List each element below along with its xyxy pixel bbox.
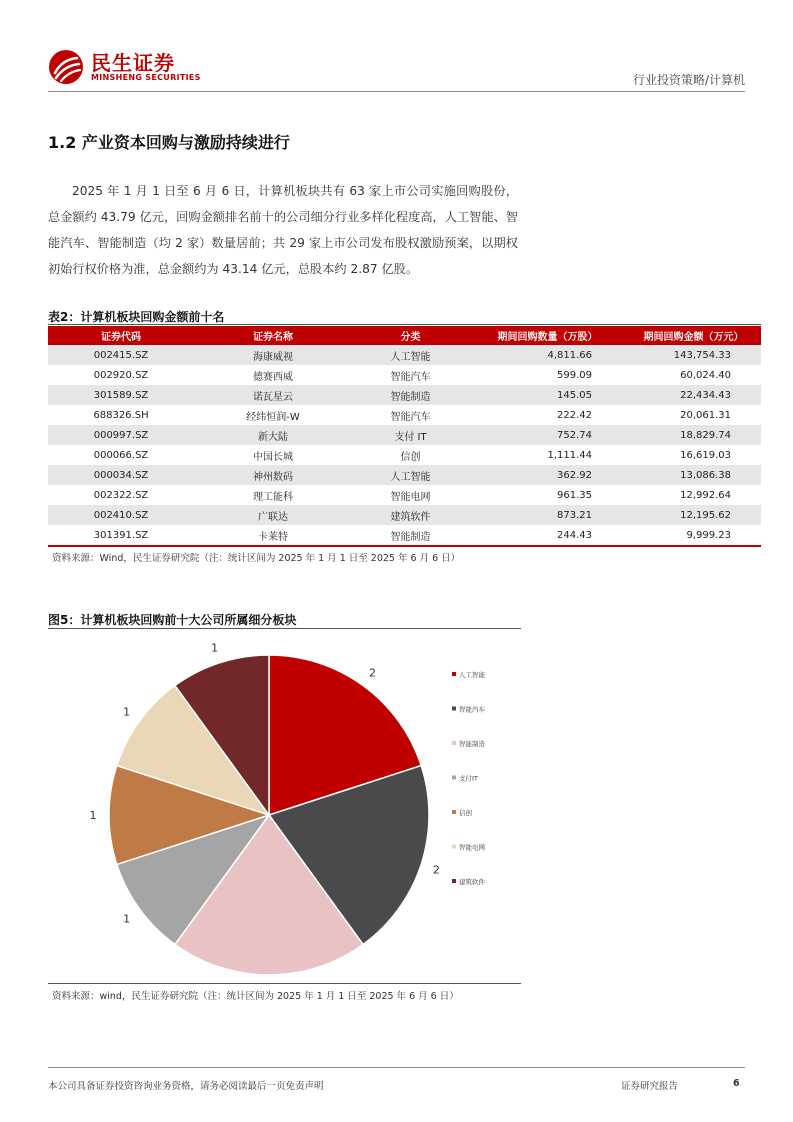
cell-category: 智能制造 [352,385,469,405]
brand-name-en: MINSHENG SECURITIES [91,73,201,82]
cell-quantity: 145.05 [469,385,626,405]
cell-amount: 60,024.40 [626,365,761,385]
table-row [48,405,761,425]
cell-quantity: 961.35 [469,485,626,505]
cell-quantity: 752.74 [469,425,626,445]
cell-quantity: 873.21 [469,505,626,525]
table-row [48,425,761,445]
cell-code: 002410.SZ [48,505,194,525]
table-header-row [48,326,761,345]
legend-swatch [452,879,456,883]
buyback-table [48,326,761,545]
cell-category: 人工智能 [352,465,469,485]
pie-chart [48,630,521,980]
legend-swatch [452,707,456,711]
header-category: 分类 [352,326,469,345]
disclaimer-note: 本公司具备证券投资咨询业务资格，请务必阅读最后一页免责声明 [48,1081,324,1092]
cell-quantity: 244.43 [469,525,626,545]
pie-data-label: 1 [89,809,97,822]
table-row [48,445,761,465]
brand-name-cn: 民生证券 [91,51,175,75]
cell-amount: 16,619.03 [626,445,761,465]
cell-name: 德赛西威 [194,365,352,385]
cell-amount: 18,829.74 [626,425,761,445]
cell-name: 神州数码 [194,465,352,485]
legend-swatch [452,672,456,676]
pie-data-label: 2 [368,666,376,680]
pie-data-label: 1 [123,705,131,719]
cell-code: 688326.SH [48,405,194,425]
pie-data-label: 1 [211,641,219,655]
pie-data-label: 2 [432,863,440,877]
table-title: 表2：计算机板块回购金额前十名 [48,310,225,324]
cell-amount: 20,061.31 [626,405,761,425]
cell-category: 人工智能 [352,345,469,365]
cell-name: 海康威视 [194,345,352,365]
table-title-divider [48,324,761,325]
page-number: 6 [733,1078,740,1089]
cell-amount: 13,086.38 [626,465,761,485]
cell-code: 002322.SZ [48,485,194,505]
cell-name: 理工能科 [194,485,352,505]
table-row [48,365,761,385]
minsheng-logo [48,49,84,85]
cell-name: 中国长城 [194,445,352,465]
cell-category: 智能制造 [352,525,469,545]
header-name: 证券名称 [194,326,352,345]
cell-code: 301589.SZ [48,385,194,405]
pie-data-label: 1 [123,912,131,926]
section-title: 1.2 产业资本回购与激励持续进行 [48,133,290,152]
cell-quantity: 362.92 [469,465,626,485]
cell-amount: 12,195.62 [626,505,761,525]
header-amount: 期间回购金额（万元） [626,326,761,345]
table-bottom-divider [48,545,761,547]
cell-category: 智能汽车 [352,405,469,425]
table-source-note: 资料来源：Wind，民生证券研究院（注：统计区间为 2025 年 1 月 1 日至 2025 年 6 月 6 日） [52,553,461,564]
cell-amount: 143,754.33 [626,345,761,365]
figure-source-note: 资料来源：wind，民生证券研究院（注：统计区间为 2025 年 1 月 1 日至 2025 年 6 月 6 日） [52,991,459,1002]
figure-title-divider [48,628,521,629]
cell-code: 002920.SZ [48,365,194,385]
cell-code: 301391.SZ [48,525,194,545]
cell-quantity: 222.42 [469,405,626,425]
legend-swatch [452,845,456,849]
header-quantity: 期间回购数量（万股） [469,326,626,345]
cell-category: 信创 [352,445,469,465]
cell-code: 000034.SZ [48,465,194,485]
legend-swatch [452,810,456,814]
cell-code: 000066.SZ [48,445,194,465]
cell-name: 诺瓦星云 [194,385,352,405]
cell-name: 广联达 [194,505,352,525]
legend-swatch [452,776,456,780]
cell-amount: 9,999.23 [626,525,761,545]
cell-code: 002415.SZ [48,345,194,365]
cell-name: 新大陆 [194,425,352,445]
cell-category: 智能电网 [352,485,469,505]
cell-category: 支付 IT [352,425,469,445]
legend-label: 智能电网 [459,843,485,852]
legend-swatch [452,741,456,745]
legend-label: 信创 [459,809,472,817]
cell-quantity: 1,111.44 [469,445,626,465]
table-row [48,485,761,505]
table-row [48,465,761,485]
cell-amount: 12,992.64 [626,485,761,505]
cell-quantity: 599.09 [469,365,626,385]
cell-name: 卡莱特 [194,525,352,545]
header-code: 证券代码 [48,326,194,345]
cell-quantity: 4,811.66 [469,345,626,365]
cell-category: 建筑软件 [352,505,469,525]
report-category: 行业投资策略/计算机 [632,73,745,87]
legend-label: 智能汽车 [459,705,485,714]
figure-bottom-divider [48,983,521,984]
footer-divider [48,1067,745,1068]
header-divider [48,91,745,92]
cell-amount: 22,434.43 [626,385,761,405]
cell-category: 智能汽车 [352,365,469,385]
legend-label: 支付IT [459,774,478,783]
legend-label: 人工智能 [459,671,485,679]
table-row [48,385,761,405]
table-row [48,525,761,545]
body-paragraph: 2025 年 1 月 1 日至 6 月 6 日，计算机板块共有 63 家上市公司实施回购股份，总金额约 43.79 亿元，回购金额排名前十的公司细分行业多样化程度高，人工智能、智能汽车、智能制造（均 2 家）数量居前；共 29 家上市公司发布股权激励预案，以期权初始行权价格为准，总金额约为 43.14 亿元，总股本约 2.87 亿股。 [48,184,518,276]
legend-label: 智能制造 [459,740,485,748]
table-row [48,345,761,365]
figure-title: 图5：计算机板块回购前十大公司所属细分板块 [48,613,297,627]
cell-code: 000997.SZ [48,425,194,445]
report-type: 证券研究报告 [621,1081,679,1092]
cell-name: 经纬恒润-W [194,405,352,425]
table-row [48,505,761,525]
legend-label: 建筑软件 [459,878,485,886]
